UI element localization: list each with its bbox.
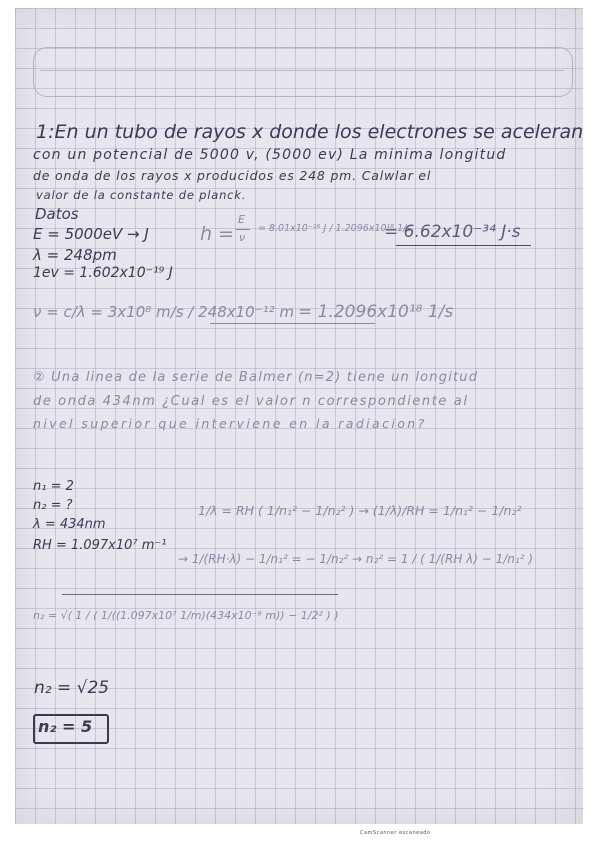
rh-constant: RH = 1.097x10⁷ m⁻¹	[33, 538, 167, 553]
sqrt-bar	[62, 594, 338, 595]
ev-conversion: 1ev = 1.602x10⁻¹⁹ J	[33, 265, 173, 281]
lambda2-value: λ = 434nm	[33, 517, 106, 532]
rearranged-equation: → 1/(RH·λ) − 1/n₁² = − 1/n₂² → n₂² = 1 / ( 1/(RH λ) − 1/n₁² )	[178, 552, 534, 566]
header-divider	[40, 70, 564, 71]
nu-formula: ν = c/λ = 3x10⁸ m/s / 248x10⁻¹² m	[33, 303, 295, 321]
problem1-line3: de onda de los rayos x producidos es 248 pm. Calwlar el	[33, 168, 432, 183]
sqrt-expression: n₂ = √( 1 / ( 1/((1.097x10⁷ 1/m)(434x10⁻⁹ m)) − 1/2² ) )	[33, 609, 339, 622]
lambda-value: λ = 248pm	[33, 246, 117, 264]
final-answer: n₂ = 5	[38, 717, 93, 736]
problem1-line2: con un potencial de 5000 v, (5000 ev) La minima longitud	[33, 147, 507, 163]
nu-result: = 1.2096x10¹⁸ 1/s	[298, 302, 454, 322]
datos-label: Datos	[35, 205, 79, 223]
problem2-line1: ② Una linea de la serie de Balmer (n=2) tiene un longitud	[33, 370, 479, 385]
h-values: = 8.01x10⁻¹⁶ J / 1.2096x10¹⁸ 1/s	[258, 223, 412, 234]
h-frac-bottom: ν	[239, 231, 246, 244]
energy-value: E = 5000eV → J	[33, 225, 149, 243]
rydberg-equation: 1/λ = RH ( 1/n₁² − 1/n₂² ) → (1/λ)/RH = 1/n₁² − 1/n₂²	[198, 503, 522, 518]
h-result: = 6.62x10⁻³⁴ J·s	[384, 222, 521, 242]
n1-value: n₁ = 2	[33, 479, 74, 494]
scanner-footer: CamScanner escaneado	[360, 830, 431, 836]
h-result-underline	[396, 245, 531, 246]
h-frac-top: E	[238, 213, 245, 226]
problem2-line3: nivel superior que interviene en la radiacion?	[33, 416, 427, 431]
problem1-line4: valor de la constante de planck.	[36, 188, 247, 202]
h-frac-bar	[236, 229, 250, 230]
sqrt-result: n₂ = √25	[34, 678, 110, 698]
nu-result-underline	[210, 323, 375, 324]
problem2-line2: de onda 434nm ¿Cual es el valor n correspondiente al	[33, 394, 469, 409]
problem1-line1: 1:En un tubo de rayos x donde los electrones se aceleran	[36, 121, 584, 143]
n2-unknown: n₂ = ?	[33, 498, 73, 513]
h-left: h =	[200, 223, 235, 245]
header-box	[33, 47, 573, 97]
